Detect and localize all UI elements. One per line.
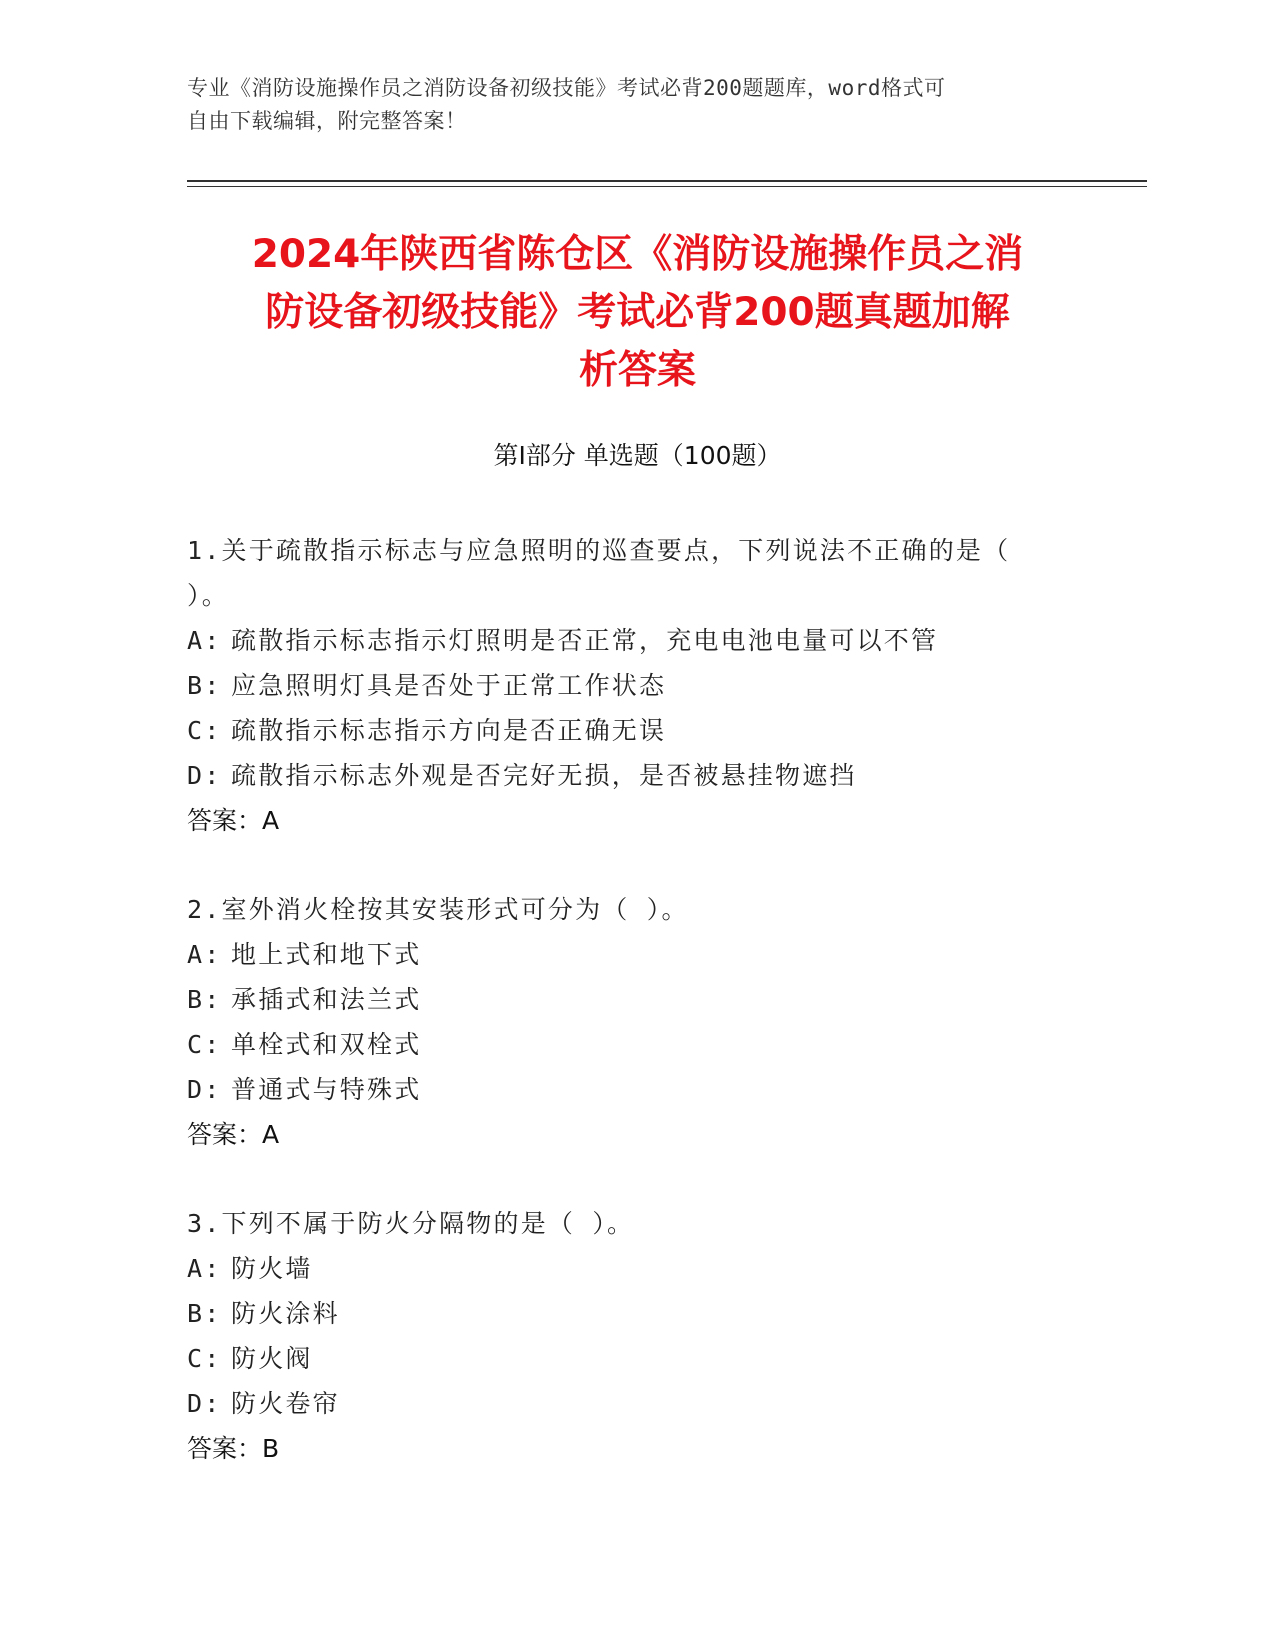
option-text: 疏散指示标志指示灯照明是否正常，充电电池电量可以不管 [231,626,939,655]
document-title-line-1: 2024年陕西省陈仓区《消防设施操作员之消 [251,232,1024,277]
header-divider-thin [187,186,1147,187]
option-b [187,663,1087,708]
option-letter: D: [187,761,222,790]
option-letter: D: [187,1075,222,1104]
answer-line: 答案：A [187,806,280,835]
question-stem: 2.室外消火栓按其安装形式可分为（ ）。 [187,895,689,924]
answer-line: 答案：A [187,1120,280,1149]
option-letter: B: [187,985,222,1014]
option-c [187,1336,1087,1381]
header-divider-thick [187,180,1147,182]
option-a [187,1246,1087,1291]
option-letter: A: [187,626,222,655]
option-text: 承插式和法兰式 [231,985,422,1014]
answer-line: 答案：B [187,1434,280,1463]
option-text: 单栓式和双栓式 [231,1030,422,1059]
question-1 [187,528,1087,843]
option-text: 防火阀 [231,1344,313,1373]
header-note-line-2: 自由下载编辑，附完整答案！ [187,109,467,133]
section-title: 第Ⅰ部分 单选题（100题） [493,441,782,470]
question-3 [187,1201,1087,1471]
question-list [187,528,1087,1515]
option-c [187,1022,1087,1067]
option-letter: C: [187,716,222,745]
option-c [187,708,1087,753]
question-stem-continued: ）。 [187,581,229,610]
option-text: 防火墙 [231,1254,313,1283]
header-note [187,72,1087,138]
option-text: 地上式和地下式 [231,940,422,969]
option-text: 应急照明灯具是否处于正常工作状态 [231,671,667,700]
option-text: 防火卷帘 [231,1389,340,1418]
question-stem: 3.下列不属于防火分隔物的是（ ）。 [187,1209,635,1238]
document-title-line-3: 析答案 [578,348,696,393]
option-text: 普通式与特殊式 [231,1075,422,1104]
option-d [187,1067,1087,1112]
document-title-line-2: 防设备初级技能》考试必背200题真题加解 [265,290,1010,335]
option-letter: A: [187,1254,222,1283]
question-2 [187,887,1087,1157]
option-letter: B: [187,1299,222,1328]
option-a [187,618,1087,663]
option-text: 疏散指示标志外观是否完好无损，是否被悬挂物遮挡 [231,761,857,790]
option-text: 疏散指示标志指示方向是否正确无误 [231,716,667,745]
option-b [187,1291,1087,1336]
option-letter: C: [187,1030,222,1059]
question-stem: 1.关于疏散指示标志与应急照明的巡查要点，下列说法不正确的是（ [187,536,1011,565]
option-letter: A: [187,940,222,969]
option-a [187,932,1087,977]
option-letter: C: [187,1344,222,1373]
option-text: 防火涂料 [231,1299,340,1328]
option-letter: B: [187,671,222,700]
option-d [187,753,1087,798]
option-d [187,1381,1087,1426]
document-title [160,226,1115,400]
option-b [187,977,1087,1022]
option-letter: D: [187,1389,222,1418]
header-note-line-1: 专业《消防设施操作员之消防设备初级技能》考试必背200题题库，word格式可 [187,76,946,100]
